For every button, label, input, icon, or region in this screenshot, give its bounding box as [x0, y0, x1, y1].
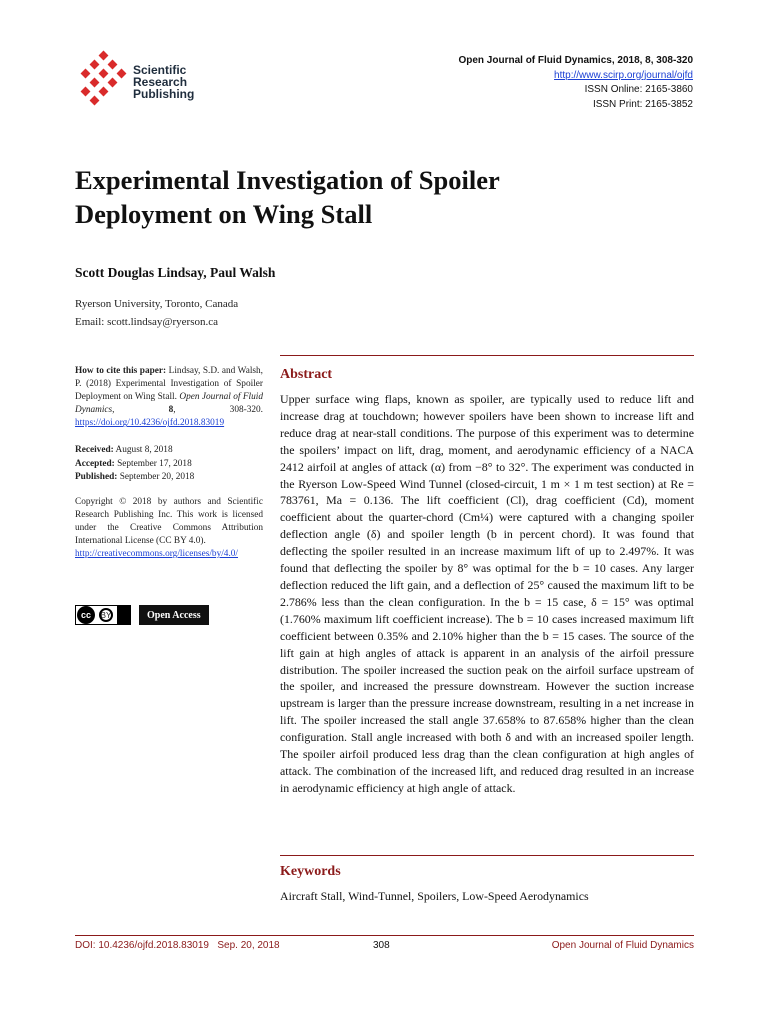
affiliation-block	[75, 295, 238, 331]
journal-citation: Open Journal of Fluid Dynamics, 2018, 8, 308-320	[458, 55, 693, 66]
publisher-logo	[76, 50, 206, 110]
affiliation: Ryerson University, Toronto, Canada	[75, 298, 239, 310]
keywords-rule	[280, 855, 694, 856]
license-badges	[75, 605, 209, 625]
keywords-heading: Keywords	[280, 864, 341, 879]
footer-doi: DOI: 10.4236/ojfd.2018.83019 Sep. 20, 2018	[75, 940, 280, 951]
paper-authors: Scott Douglas Lindsay, Paul Walsh	[75, 265, 276, 280]
author-email: Email: scott.lindsay@ryerson.ca	[75, 316, 219, 328]
journal-header	[458, 54, 693, 112]
cc-by-badge[interactable]	[75, 605, 131, 625]
paper-title: Experimental Investigation of Spoiler Deployment on Wing Stall	[75, 165, 500, 229]
publisher-diamond-icon	[76, 50, 132, 106]
publisher-name: Scientific Research Publishing	[133, 63, 195, 101]
license-link[interactable]: http://creativecommons.org/licenses/by/4.0/	[75, 549, 239, 560]
how-to-cite: How to cite this paper: Lindsay, S.D. and Walsh, P. (2018) Experimental Investigation of Spoiler Deployment on Wing Stall. Open Journal of Fluid Dynamics, 8, 308-320. https://doi.org/10.4236/ojfd.2018.83019	[75, 366, 263, 429]
page-number: 308	[373, 940, 390, 951]
footer-journal: Open Journal of Fluid Dynamics	[551, 940, 694, 951]
journal-url-link[interactable]: http://www.scirp.org/journal/ojfd	[554, 69, 693, 81]
abstract-rule	[280, 355, 694, 356]
issn-online: ISSN Online: 2165-3860	[584, 84, 693, 95]
license-text: Copyright © 2018 by authors and Scientific Research Publishing Inc. This work is licensed under the Creative Commons Attribution International License (CC BY 4.0).	[75, 496, 263, 547]
abstract-text: Upper surface wing flaps, known as spoiler, are typically used to reduce lift and increase drag at touchdown; however spoilers have been shown to increase lift and reduce drag at near-stall conditions. The purpose of this experiment was to determine the spoilers’ impact on lift, drag, moment, and aerodynamic efficiency of a NACA 2412 airfoil at angles of attack (α) from −8° to 32°. The experiment was conducted in the Ryerson Low-Speed Wind Tunnel (closed-circuit, 1 m × 1 m test section) at Re = 783761, Ma = 0.136. The lift coefficient (Cl), drag coefficient (Cd), moment coefficient about the quarter-chord (Cm¼) were captured with a changing spoiler deflection angle (δ) and spoiler length (b in percent chord). It was found that deflecting the spoiler resulted in an increase maximum lift of up to 2.497%. It was found that deflecting the spoiler by 8° was optimal for the b = 10 cases. Any larger deflection reduced the lift gain, and a deflection of 25° caused the maximum lift to be 2.786% less than the clean configuration. In the b = 15 case, δ = 15° was optimal (1.760% maximum lift coefficient increase). The b = 10 cases increased maximum lift coefficient between 0.35% and 2.10% higher than the b = 15 cases. The source of the lift gain at high angles of attack is apparent in an analysis of the airfoil pressure distribution. The spoiler increased the suction peak on the airfoil surface upstream of the spoiler, and increased the pressure downstream. However the suction increase upstream is larger than the pressure increase downstream, resulting in a net increase in lift. The spoiler increased the stall angle 37.658% to 87.658% higher than the clean configuration. Stall angle increased with both δ and with an increased spoiler length. The spoiler airfoil produced less drag than the clean configuration at high angles of attack. The combination of the increased lift, and reduced drag resulted in an increase in aerodynamic efficiency at high angle of attack.	[280, 392, 694, 795]
article-dates: Received: August 8, 2018 Accepted: September 17, 2018 Published: September 20, 2018	[75, 445, 195, 482]
open-access-badge: Open Access	[139, 605, 209, 625]
cc-icon: cc	[77, 606, 95, 624]
keywords-text: Aircraft Stall, Wind-Tunnel, Spoilers, Low-Speed Aerodynamics	[280, 889, 589, 903]
doi-link[interactable]: https://doi.org/10.4236/ojfd.2018.83019	[75, 418, 225, 429]
article-info	[75, 365, 263, 561]
by-icon: BY	[99, 608, 113, 622]
abstract-heading: Abstract	[280, 367, 333, 382]
issn-print: ISSN Print: 2165-3852	[592, 98, 693, 110]
footer-rule	[75, 935, 694, 936]
